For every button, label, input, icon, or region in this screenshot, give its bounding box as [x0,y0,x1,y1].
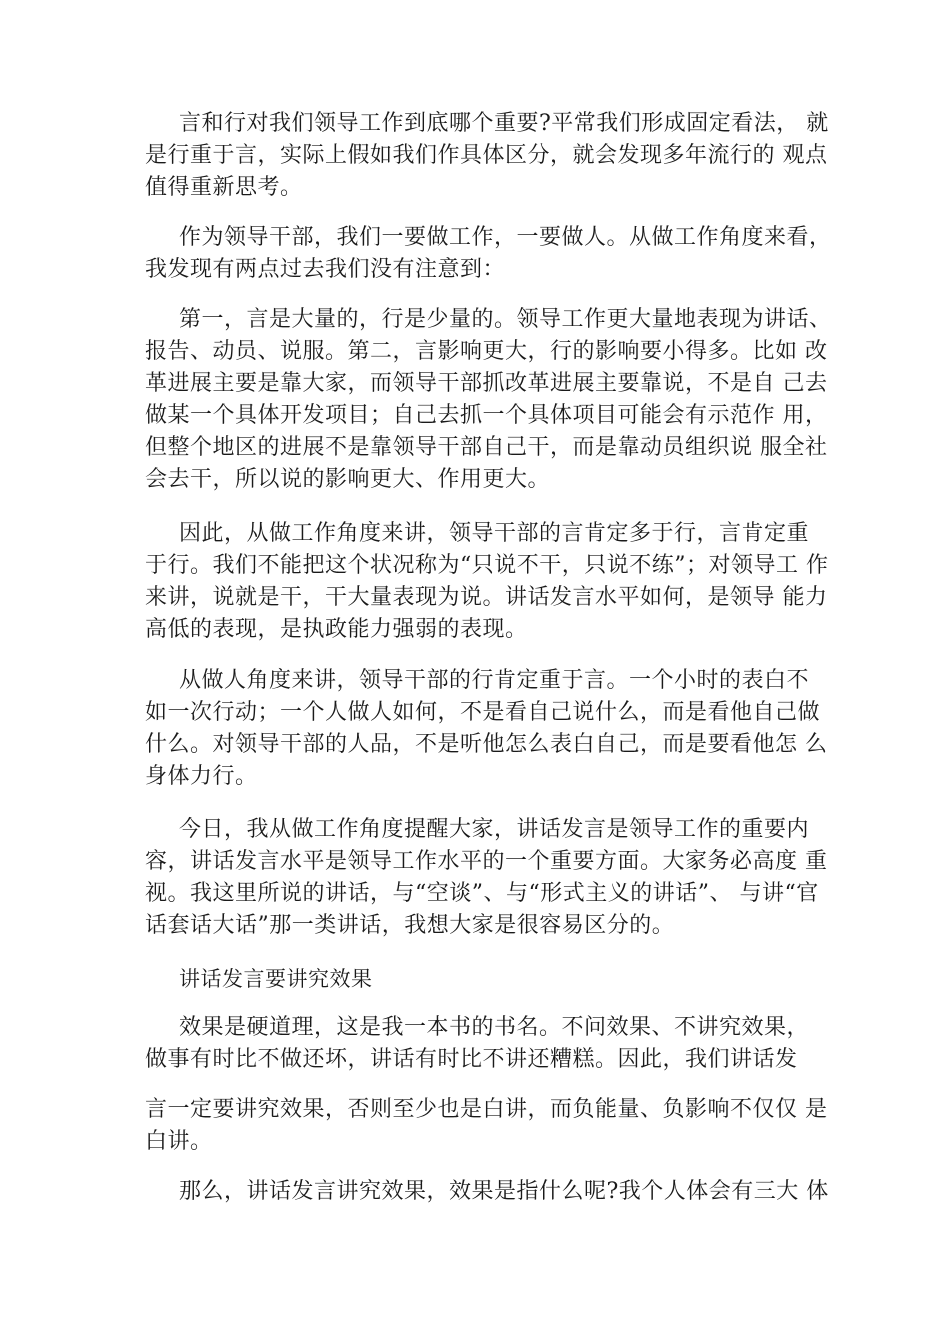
paragraph-7: 效果是硬道理，这是我一本书的书名。不问效果、不讲究效果， 做事有时比不做还坏，讲话有时比不讲还糟糕。因此，我们讲话发 [145,1015,810,1072]
paragraph-7-continued: 言一定要讲究效果，否则至少也是白讲，而负能量、负影响不仅仅 是白讲。 [145,1097,828,1154]
paragraph-5: 从做人角度来讲，领导干部的行肯定重于言。一个小时的表白不 如一次行动；一个人做人如何，不是看自己说什么，而是看他自己做 什么。对领导干部的人品，不是听他怎么表白自己，而是要看他怎 么身体力行。 [145,668,828,789]
paragraph-2: 作为领导干部，我们一要做工作，一要做人。从做工作角度来看， 我发现有两点过去我们没有注意到： [145,225,832,282]
paragraph-1: 言和行对我们领导工作到底哪个重要?平常我们形成固定看法， 就是行重于言，实际上假如我们作具体区分，就会发现多年流行的 观点值得重新思考。 [145,111,829,200]
paragraph-3: 第一，言是大量的，行是少量的。领导工作更大量地表现为讲话、 报告、动员、说服。第二，言影响更大，行的影响要小得多。比如 改革进展主要是靠大家，而领导干部抓改革进展主要靠说，不是自 己去做某一个具体开发项目；自己去抓一个具体项目可能会有示范作 用，但整个地区的进展不是靠领导干部自己干，而是靠动员组织说 服全社会去干，所以说的影响更大、作用更大。 [145,307,832,492]
paragraph-6: 今日，我从做工作角度提醒大家，讲话发言是领导工作的重要内 容，讲话发言水平是领导工作水平的一个重要方面。大家务必高度 重视。我这里所说的讲话，与“空谈”、与“形式主义的讲话”、 与讲“官话套话大话”那一类讲话，我想大家是很容易区分的。 [145,817,828,938]
paragraph-8: 那么，讲话发言讲究效果，效果是指什么呢?我个人体会有三大 体 [179,1179,829,1204]
section-heading: 讲话发言要讲究效果 [179,967,373,991]
paragraph-4: 因此，从做工作角度来讲，领导干部的言肯定多于行，言肯定重 于行。我们不能把这个状况称为“只说不干，只说不练”；对领导工 作来讲，说就是干，干大量表现为说。讲话发言水平如何，是领导 能力高低的表现，是执政能力强弱的表现。 [145,521,829,642]
